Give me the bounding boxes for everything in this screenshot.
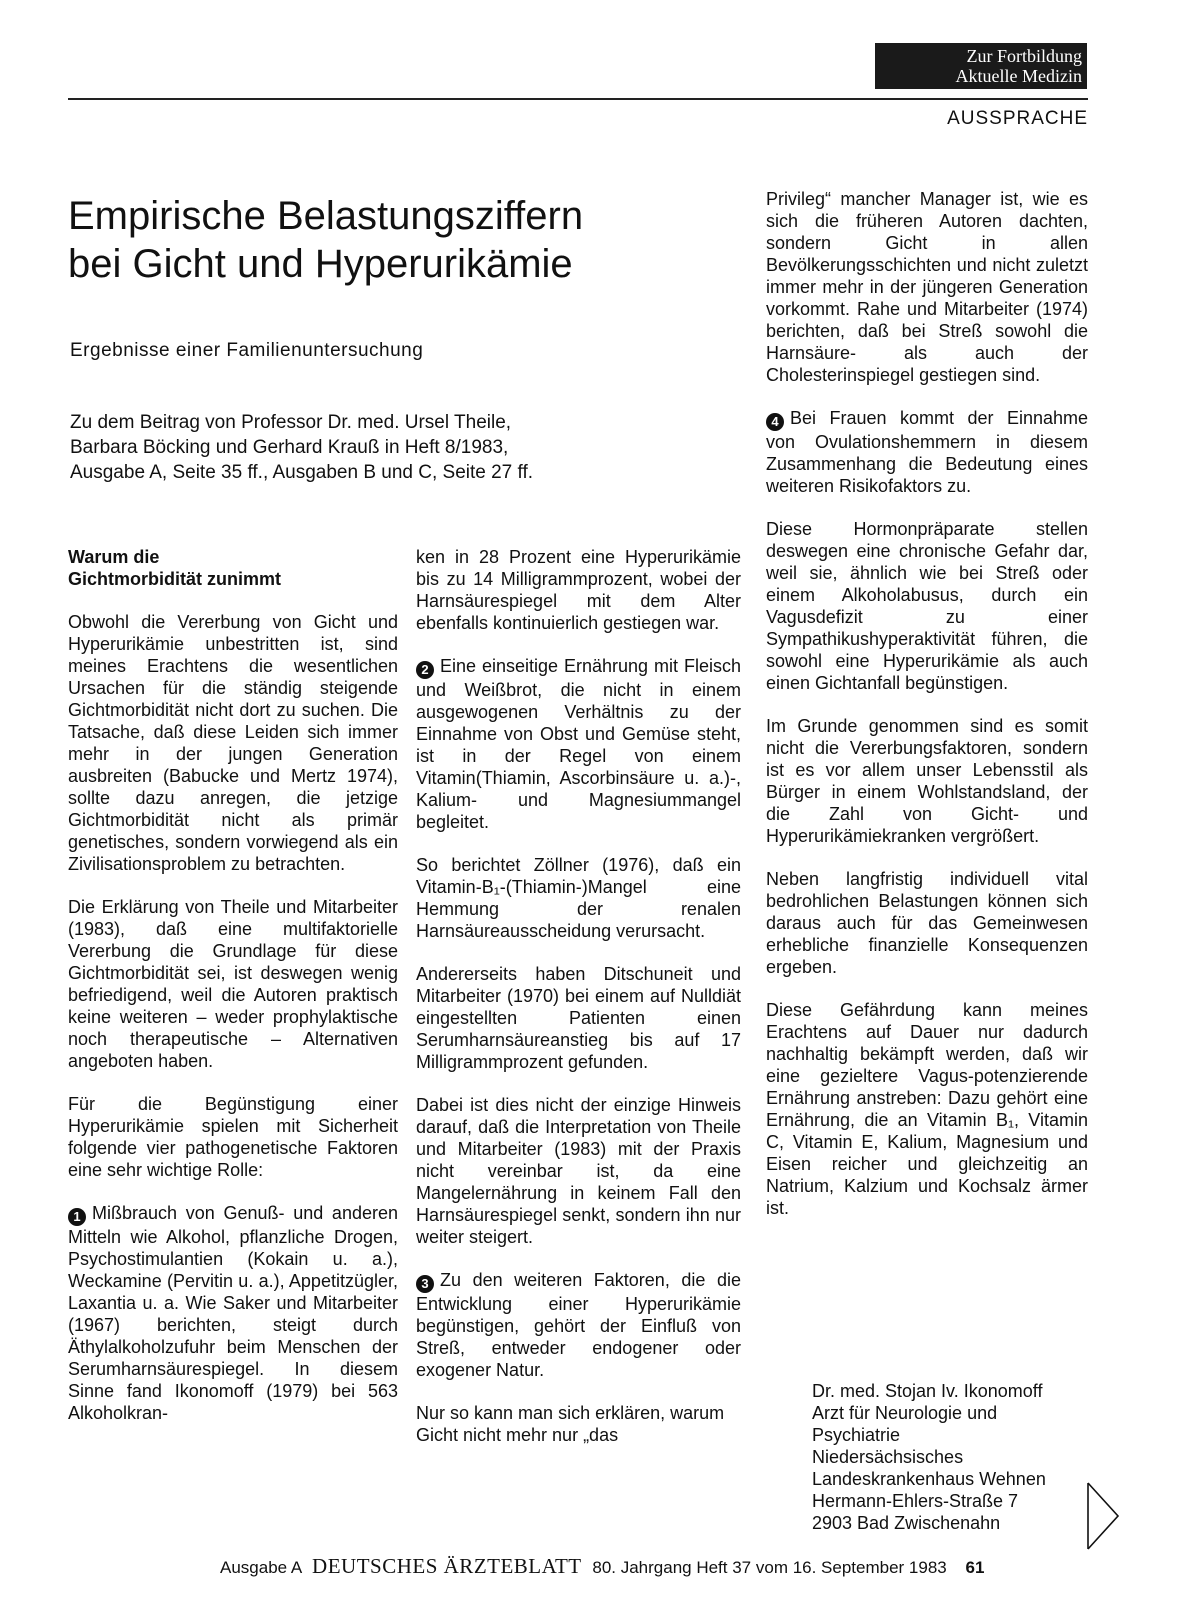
numbered-paragraph	[416, 1269, 741, 1381]
author-line: Niedersächsisches	[812, 1447, 964, 1467]
paragraph-text: Eine einseitige Ernährung mit Fleisch und Weißbrot, die nicht in einem ausgewogenen Verhältnis zu der Einnahme von Obst und Gemüse steht, ist in der Regel von einem Vitamin(Thiamin, Ascorbinsäure u. a.)-, Kalium- und Magnesiummangel begleitet.	[416, 656, 741, 832]
paragraph-text: Bei Frauen kommt der Einnahme von Ovulationshemmern in diesem Zusammenhang die Bedeutung eines weiteren Risikofaktors zu.	[766, 408, 1088, 496]
paragraph: Die Erklärung von Theile und Mitarbeiter (1983), daß eine multifaktorielle Vererbung die Grundlage für diese Gichtmorbidität sei, ist deswegen wenig befriedigend, weil die Autoren praktisch keine weiteren – weder prophylaktische noch therapeutische – Alternativen angeboten haben.	[68, 897, 398, 1071]
paragraph: So berichtet Zöllner (1976), daß ein Vitamin-B₁-(Thiamin-)Mangel eine Hemmung der renalen Harnsäureausscheidung verursacht.	[416, 855, 741, 941]
author-line: Landeskrankenhaus Wehnen	[812, 1469, 1046, 1489]
author-line: Hermann-Ehlers-Straße 7	[812, 1491, 1019, 1511]
author-line: Dr. med. Stojan Iv. Ikonomoff	[812, 1381, 1043, 1401]
footer-edition: Ausgabe A	[220, 1558, 302, 1577]
badge-line-1: Zur Fortbildung	[966, 46, 1082, 66]
author-block	[812, 1380, 1046, 1534]
footer-journal: DEUTSCHES ÄRZTEBLATT	[312, 1554, 582, 1578]
paragraph-text: Mißbrauch von Genuß- und anderen Mitteln wie Alkohol, pflanzliche Drogen, Psychostimulantien (Kokain u. a.), Weckamine (Pervitin u. a.), Appetitzügler, Laxantia u. a. Wie Saker und Mitarbeiter (1967) berichten, steigt durch Äthylalkoholzufuhr beim Menschen der Serumharnsäurespiegel. In diesem Sinne fand Ikonomoff (1979) bei 563 Alkoholkran-	[68, 1203, 398, 1423]
paragraph: Dabei ist dies nicht der einzige Hinweis darauf, daß die Interpretation von Theile und Mitarbeiter (1983) mit der Praxis nicht vereinbar ist, da eine Mangelernährung in keinem Fall den Harnsäurespiegel senkt, sondern ihn nur weiter steigert.	[416, 1095, 741, 1247]
paragraph: Diese Gefährdung kann meines Erachtens auf Dauer nur dadurch nachhaltig bekämpft werden, daß wir eine gezieltere Vagus-potenzierende Ernährung anstreben: Dazu gehört eine Ernährung, die an Vitamin B₁, Vitamin C, Vitamin E, Kalium, Magnesium und Eisen reicher und gleichzeitig an Natrium, Kalzium und Kochsalz ärmer ist.	[766, 1000, 1088, 1218]
paragraph: ken in 28 Prozent eine Hyperurikämie bis zu 14 Milligrammprozent, wobei der Harnsäurespiegel mit dem Alter ebenfalls kontinuierlich gestiegen war.	[416, 547, 741, 633]
paragraph: Obwohl die Vererbung von Gicht und Hyperurikämie unbestritten ist, sind meines Erachtens die wesentlichen Ursachen für die ständig steigende Gichtmorbidität nicht dort zu suchen. Die Tatsache, daß diese Leiden sich immer mehr in der jungen Generation ausbreiten (Babucke und Mertz 1974), sollte dazu anregen, die jetzige Gichtmorbidität nicht als primär genetisches, sondern vorwiegend als ein Zivilisationsproblem zu betrachten.	[68, 612, 398, 874]
section-label: AUSSPRACHE	[947, 108, 1088, 129]
title-line-1: Empirische Belastungsziffern	[68, 194, 584, 238]
numbered-paragraph	[766, 407, 1088, 497]
paragraph: Diese Hormonpräparate stellen deswegen eine chronische Gefahr dar, weil sie, ähnlich wie bei Streß oder einem Alkoholabusus, durch ein Vagusdefizit zu einer Sympathikushyperaktivität führen, die sowohl eine Hyperurikämie als auch einen Gichtanfall begünstigen.	[766, 519, 1088, 693]
heading-line-1: Warum die	[68, 547, 160, 567]
badge-line-2: Aktuelle Medizin	[955, 66, 1082, 86]
text-column-2	[416, 546, 741, 1467]
reference-line-3: Ausgabe A, Seite 35 ff., Ausgaben B und C, Seite 27 ff.	[70, 462, 534, 483]
article-subtitle: Ergebnisse einer Familienuntersuchung	[70, 340, 424, 361]
paragraph: Nur so kann man sich erklären, warum Gicht nicht mehr nur „das	[416, 1403, 725, 1445]
number-1-icon: 1	[68, 1208, 86, 1226]
article-title	[68, 192, 583, 288]
numbered-paragraph	[416, 655, 741, 833]
page-number: 61	[965, 1558, 985, 1577]
reference-line-2: Barbara Böcking und Gerhard Krauß in Heft 8/1983,	[70, 437, 509, 458]
heading-line-2: Gichtmorbidität zunimmt	[68, 569, 281, 589]
text-column-3	[766, 188, 1088, 1240]
section-badge	[875, 43, 1087, 89]
author-line: Psychiatrie	[812, 1425, 901, 1445]
section-heading	[68, 546, 398, 590]
author-line: 2903 Bad Zwischenahn	[812, 1513, 1001, 1533]
text-column-1	[68, 546, 398, 1445]
paragraph-text: Zu den weiteren Faktoren, die die Entwicklung einer Hyperurikämie begünstigen, gehört der Einfluß von Streß, entweder endogener oder exogener Natur.	[416, 1270, 741, 1380]
page-footer	[220, 1554, 984, 1579]
number-2-icon: 2	[416, 661, 434, 679]
numbered-paragraph	[68, 1202, 398, 1424]
footer-issue: 80. Jahrgang Heft 37 vom 16. September 1983	[592, 1558, 947, 1577]
header-rule	[68, 98, 1088, 100]
paragraph: Für die Begünstigung einer Hyperurikämie spielen mit Sicherheit folgende vier pathogenetische Faktoren eine sehr wichtige Rolle:	[68, 1094, 398, 1180]
paragraph: Im Grunde genommen sind es somit nicht die Vererbungsfaktoren, sondern ist es vor allem unser Lebensstil als Bürger in einem Wohlstandsland, der die Zahl von Gicht- und Hyperurikämiekranken vergrößert.	[766, 716, 1088, 846]
author-line: Arzt für Neurologie und	[812, 1403, 998, 1423]
article-reference	[70, 410, 533, 485]
number-3-icon: 3	[416, 1275, 434, 1293]
paragraph: Privileg“ mancher Manager ist, wie es sich die früheren Autoren dachten, sondern Gicht in allen Bevölkerungsschichten und nicht zuletzt immer mehr in der jüngeren Generation vorkommt. Rahe und Mitarbeiter (1974) berichten, daß bei Streß sowohl die Harnsäure- als auch der Cholesterinspiegel gestiegen sind.	[766, 189, 1088, 385]
number-4-icon: 4	[766, 413, 784, 431]
continue-arrow-icon	[1086, 1481, 1122, 1551]
reference-line-1: Zu dem Beitrag von Professor Dr. med. Ursel Theile,	[70, 412, 512, 433]
paragraph: Neben langfristig individuell vital bedrohlichen Belastungen können sich daraus auch für das Gemeinwesen erhebliche finanzielle Konsequenzen ergeben.	[766, 869, 1088, 977]
title-line-2: bei Gicht und Hyperurikämie	[68, 242, 573, 286]
paragraph: Andererseits haben Ditschuneit und Mitarbeiter (1970) bei einem auf Nulldiät eingestellten Patienten einen Serumharnsäureanstieg bis auf 17 Milligrammprozent gefunden.	[416, 964, 741, 1072]
